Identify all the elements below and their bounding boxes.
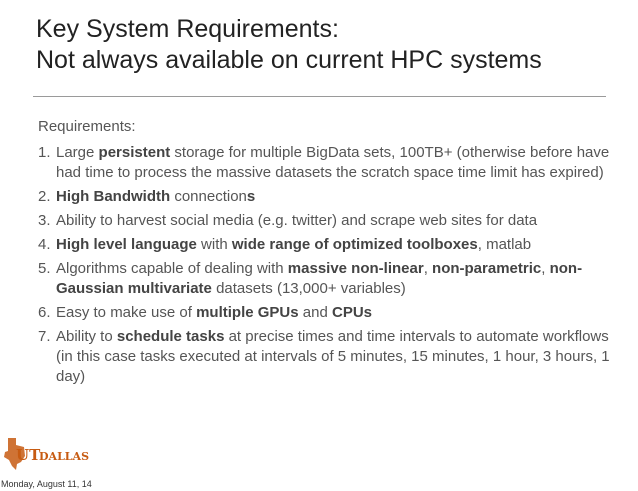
- emphasis-text: s: [246, 188, 256, 205]
- text-segment: and: [298, 304, 332, 321]
- list-item-number: 4.: [38, 236, 51, 253]
- list-item-number: 3.: [38, 212, 51, 229]
- list-item: [38, 259, 613, 299]
- list-item-number: 5.: [38, 260, 51, 277]
- text-segment: ,: [541, 260, 550, 277]
- slide-title: [36, 14, 616, 76]
- list-item-text: [56, 144, 609, 181]
- text-segment: Ability to: [56, 328, 117, 345]
- emphasis-text: wide range of optimized toolboxes: [231, 236, 478, 253]
- list-item-text: [56, 328, 610, 385]
- emphasis-text: High level language: [56, 236, 197, 253]
- logo-dallas-text: DALLAS: [39, 450, 90, 463]
- list-item: [38, 303, 613, 323]
- list-item-text: [56, 260, 582, 297]
- emphasis-text: non-parametric: [432, 260, 542, 277]
- list-item-number: 1.: [38, 144, 51, 161]
- list-item-number: 6.: [38, 304, 51, 321]
- emphasis-text: massive non-linear: [287, 260, 424, 277]
- text-segment: Algorithms capable of dealing with: [56, 260, 288, 277]
- title-line-1: Key System Requirements:: [36, 15, 339, 43]
- emphasis-text: multiple GPUs: [196, 304, 299, 321]
- emphasis-text: non-Gaussian multivariate: [56, 260, 583, 297]
- list-item-text: [56, 188, 255, 205]
- text-segment: connection: [170, 188, 247, 205]
- list-item-text: [56, 212, 537, 229]
- list-item: [38, 143, 613, 183]
- list-item: [38, 187, 613, 207]
- text-segment: Large: [56, 144, 99, 161]
- emphasis-text: High Bandwidth: [56, 188, 171, 205]
- text-segment: with: [196, 236, 232, 253]
- text-segment: , matlab: [477, 236, 532, 253]
- ut-dallas-logo: [2, 436, 98, 472]
- list-item-number: 7.: [38, 328, 51, 345]
- emphasis-text: persistent: [98, 144, 171, 161]
- requirements-list: [38, 143, 613, 391]
- emphasis-text: schedule tasks: [116, 328, 225, 345]
- list-item: [38, 235, 613, 255]
- text-segment: storage for multiple BigData sets, 100TB+ (otherwise before have had time to process the massive datasets the scratch space time limit has expired): [56, 144, 610, 181]
- text-segment: ,: [423, 260, 433, 277]
- text-segment: at precise times and time intervals to automate workflows (in this case tasks executed at intervals of 5 minutes, 15 minutes, 1 hour, 3 hours, 1 day): [56, 328, 610, 385]
- emphasis-text: CPUs: [331, 304, 372, 321]
- list-item: [38, 211, 613, 231]
- list-item: [38, 327, 613, 387]
- text-segment: Ability to harvest social media (e.g. twitter) and scrape web sites for data: [56, 212, 538, 229]
- text-segment: datasets (13,000+ variables): [211, 280, 406, 297]
- requirements-heading: Requirements:: [38, 118, 136, 135]
- title-line-2: Not always available on current HPC systems: [36, 46, 542, 74]
- list-item-text: [56, 304, 372, 321]
- footer-date: Monday, August 11, 14: [1, 479, 92, 489]
- text-segment: Easy to make use of: [56, 304, 197, 321]
- title-divider: [33, 96, 606, 97]
- list-item-text: [56, 236, 531, 253]
- list-item-number: 2.: [38, 188, 51, 205]
- logo-ut-text: UT: [16, 446, 41, 464]
